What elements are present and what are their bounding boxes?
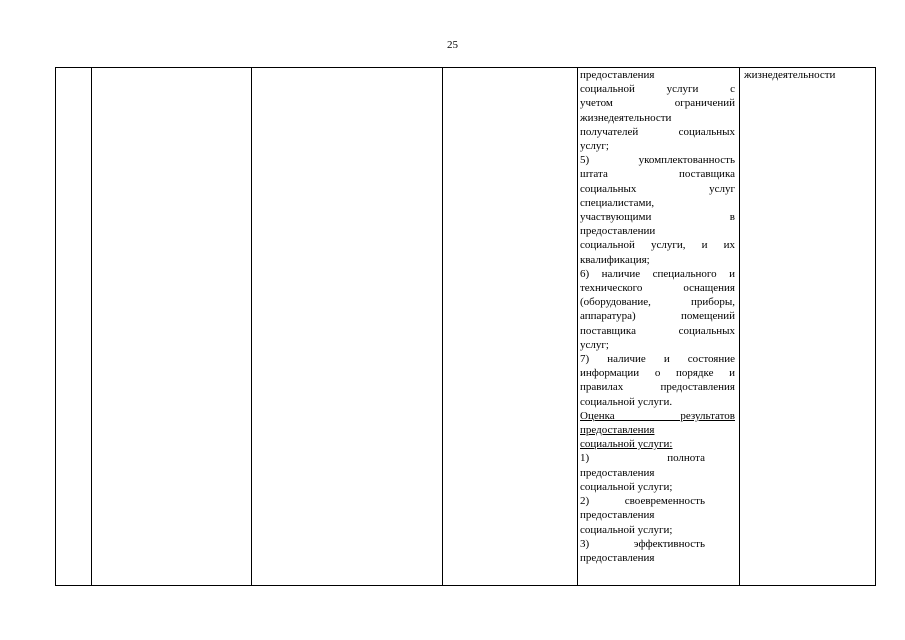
criteria-line: участвующими в	[580, 211, 735, 224]
criteria-line: предоставления	[580, 69, 655, 81]
criteria-line: штата поставщика	[580, 168, 735, 181]
column-divider	[91, 68, 92, 585]
document-table	[55, 67, 876, 586]
criteria-line: социальной услуги:	[580, 438, 673, 451]
criteria-line: 7) наличие и состояние	[580, 353, 735, 366]
criteria-line: поставщика социальных	[580, 324, 735, 337]
criteria-line: учетом ограничений	[580, 97, 735, 110]
limitations-cell: жизнедеятельности	[744, 69, 836, 81]
column-divider	[739, 68, 740, 585]
criteria-line: социальной услуги с	[580, 83, 735, 96]
criteria-line: социальных услуг	[580, 182, 735, 195]
criteria-cell	[580, 68, 735, 565]
criteria-line: правилах предоставления	[580, 381, 735, 394]
criteria-line: предоставления	[580, 424, 655, 437]
criteria-line: социальной услуги.	[580, 395, 673, 408]
criteria-line: предоставления	[580, 466, 655, 479]
criteria-line: Оценка результатов	[580, 409, 735, 422]
criteria-line: получателей социальных	[580, 125, 735, 138]
criteria-line: 3) эффективность	[580, 537, 705, 550]
column-divider	[577, 68, 578, 585]
criteria-line: предоставления	[580, 509, 655, 522]
criteria-line: 2) своевременность	[580, 495, 705, 508]
criteria-line: жизнедеятельности	[580, 111, 672, 124]
page-number: 25	[447, 39, 458, 51]
criteria-line: услуг;	[580, 338, 609, 351]
criteria-line: 1) полнота	[580, 452, 705, 465]
criteria-line: информации о порядке и	[580, 367, 735, 380]
criteria-line: 5) укомплектованность	[580, 154, 735, 167]
criteria-line: социальной услуги;	[580, 480, 673, 493]
criteria-line: (оборудование, приборы,	[580, 296, 735, 309]
criteria-line: социальной услуги, и их	[580, 239, 735, 252]
column-divider	[251, 68, 252, 585]
criteria-line: социальной услуги;	[580, 523, 673, 536]
criteria-line: технического оснащения	[580, 282, 735, 295]
column-divider	[442, 68, 443, 585]
criteria-line: квалификация;	[580, 253, 650, 266]
criteria-line: услуг;	[580, 140, 609, 153]
criteria-line: 6) наличие специального и	[580, 267, 735, 280]
criteria-line: предоставлении	[580, 225, 656, 238]
criteria-line: специалистами,	[580, 196, 655, 209]
criteria-line: предоставления	[580, 551, 655, 564]
criteria-line: аппаратура) помещений	[580, 310, 735, 323]
